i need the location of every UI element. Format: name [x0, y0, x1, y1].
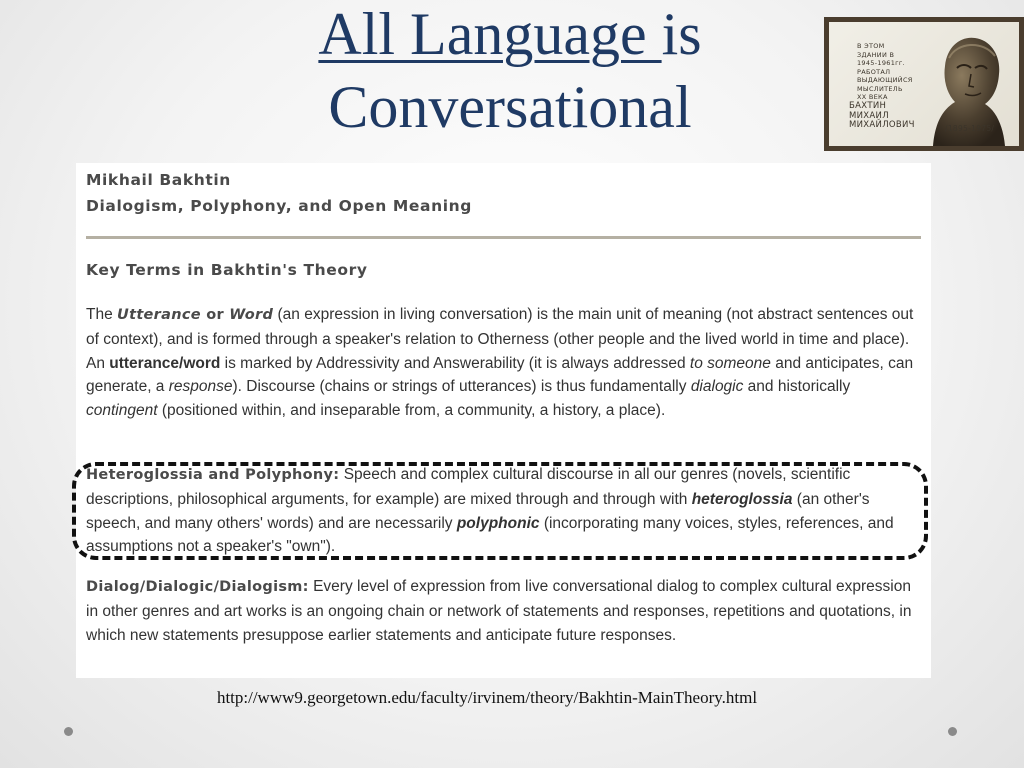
article-subtitle: Dialogism, Polyphony, and Open Meaning [86, 197, 472, 215]
divider [86, 236, 921, 239]
plaque-inscription: В ЭТОМ ЗДАНИИ В 1945-1961гг. РАБОТАЛ ВЫДАЮЩИЙСЯ МЫСЛИТЕЛЬ XX ВЕКА [857, 42, 913, 101]
dashed-highlight-box [72, 462, 928, 560]
text-span: and historically [743, 378, 851, 396]
title-link[interactable]: All Language [318, 1, 662, 67]
title-line-2: Conversational [328, 74, 692, 140]
text-span: ). Discourse (chains or strings of utterances) is thus fundamentally [232, 378, 691, 396]
text-span: is marked by Addressivity and Answerability (it is always addressed [220, 354, 690, 372]
text-span: (incorporating many voices, styles, references, and assumptions not a speaker's "own"). [86, 514, 894, 556]
term-heteroglossia-polyphony: Heteroglossia and Polyphony: [86, 467, 340, 483]
text-span: Speech and complex cultural discourse in all our genres (novels, scientific descriptions, philosophical arguments, for example) are mixed through and through with [86, 466, 851, 508]
text-span: and anticipates, can generate, a [86, 354, 914, 396]
utterance-paragraph [86, 303, 926, 423]
text-span: or [200, 307, 230, 323]
italic-span: response [168, 378, 233, 396]
text-span: (positioned within, and inseparable from, a community, a history, a place). [157, 402, 666, 420]
term-utterance-word: utterance/word [109, 354, 221, 372]
plaque-years: /1895-1975/ [945, 124, 995, 133]
article-screenshot [76, 163, 931, 678]
term-heteroglossia: heteroglossia [691, 490, 793, 508]
title-rest: is [661, 1, 702, 67]
left-dot-ornament [64, 727, 73, 736]
section-heading: Key Terms in Bakhtin's Theory [86, 261, 368, 279]
plaque-name: БАХТИН МИХАИЛ МИХАЙЛОВИЧ [849, 101, 915, 130]
bakhtin-memorial-plaque-image [824, 17, 1024, 151]
term-utterance: Utterance [117, 307, 201, 323]
italic-span: to someone [689, 354, 771, 372]
title-line-1 [150, 0, 870, 71]
right-dot-ornament [948, 727, 957, 736]
text-span: (an expression in living conversation) is the main unit of meaning (not abstract sentences out of context), and is formed through a speaker's relation to Otherness (other people and the lived world in time and place). An [86, 306, 914, 372]
dialogism-paragraph [86, 575, 926, 647]
plaque-face [829, 22, 1019, 146]
italic-span: contingent [86, 402, 158, 420]
text-span: (an other's speech, and many others' words) and are necessarily [86, 490, 870, 532]
term-polyphonic: polyphonic [456, 514, 540, 532]
italic-span: dialogic [690, 378, 744, 396]
slide-title [150, 0, 870, 144]
text-span: The [86, 306, 118, 323]
term-word: Word [229, 307, 274, 323]
text-span: Every level of expression from live conversational dialog to complex cultural expression in other genres and art works is an ongoing chain or network of statements and responses, repetitions and quotations, in which new statements presuppose earlier statements and anticipate future responses. [86, 578, 912, 644]
term-dialogism: Dialog/Dialogic/Dialogism: [86, 579, 309, 595]
source-url[interactable]: http://www9.georgetown.edu/faculty/irvinem/theory/Bakhtin-MainTheory.html [216, 688, 758, 707]
author-heading: Mikhail Bakhtin [86, 171, 231, 189]
